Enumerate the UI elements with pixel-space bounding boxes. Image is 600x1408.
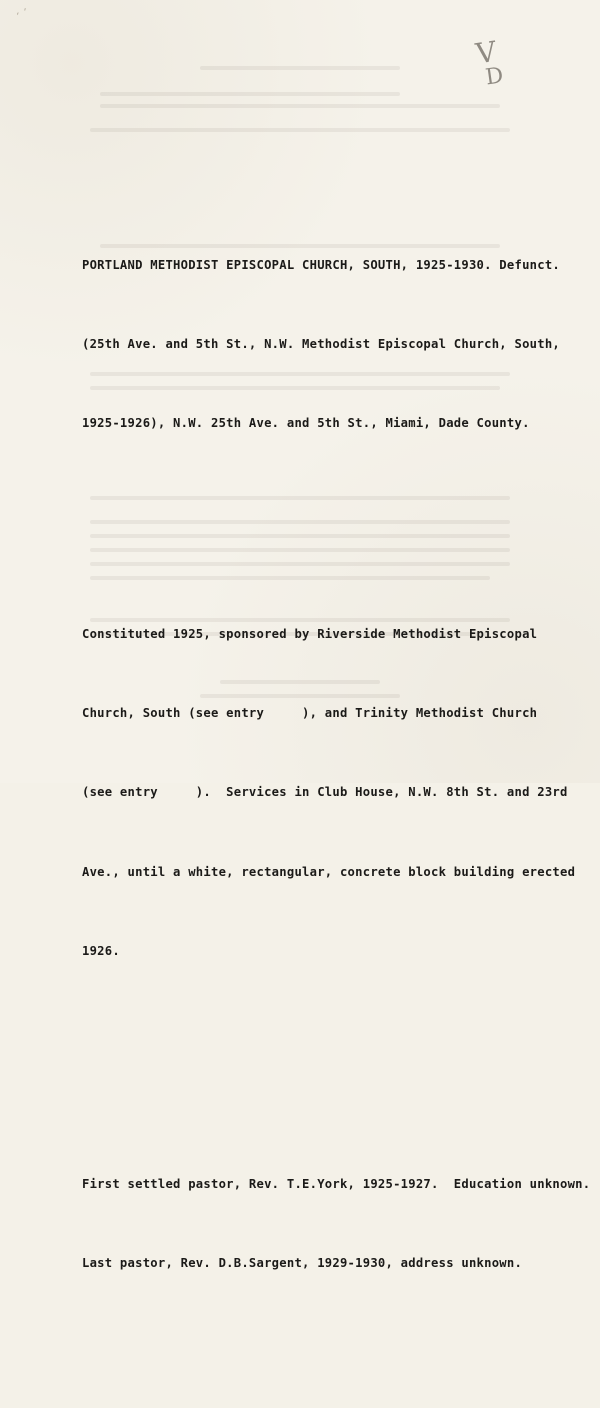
bleed-through-line bbox=[100, 104, 500, 108]
bleed-through-line bbox=[100, 92, 400, 96]
paragraph-history bbox=[82, 568, 582, 1017]
paragraph-church-name bbox=[82, 199, 582, 489]
text-line: Ave., until a white, rectangular, concrete block building erected bbox=[82, 864, 576, 879]
pencil-mark-d: D bbox=[484, 63, 505, 91]
typewritten-body bbox=[82, 146, 591, 1408]
text-line: 1926. bbox=[82, 943, 120, 958]
text-line: Last pastor, Rev. D.B.Sargent, 1929-1930, address unknown. bbox=[82, 1255, 523, 1270]
pencil-mark-v: V bbox=[473, 34, 499, 71]
bleed-through-line bbox=[200, 66, 400, 70]
text-line: First settled pastor, Rev. T.E.York, 1925-1927. Education unknown. bbox=[82, 1176, 591, 1191]
text-line: Church, South (see entry ), and Trinity Methodist Church bbox=[82, 706, 538, 721]
text-line: (25th Ave. and 5th St., N.W. Methodist Episcopal Church, South, bbox=[82, 336, 561, 351]
corner-mark: ˊˊ bbox=[12, 4, 36, 28]
paragraph-pastors bbox=[82, 1118, 591, 1329]
text-line: 1925-1926), N.W. 25th Ave. and 5th St., Miami, Dade County. bbox=[82, 416, 530, 431]
pencil-annotation bbox=[473, 34, 515, 91]
text-line: PORTLAND METHODIST EPISCOPAL CHURCH, SOUTH, 1925-1930. Defunct. bbox=[82, 257, 561, 272]
text-line: (see entry ). Services in Club House, N.W. 8th St. and 23rd bbox=[82, 785, 568, 800]
bleed-through-line bbox=[90, 128, 510, 132]
text-line: Constituted 1925, sponsored by Riverside Methodist Episcopal bbox=[82, 626, 538, 641]
